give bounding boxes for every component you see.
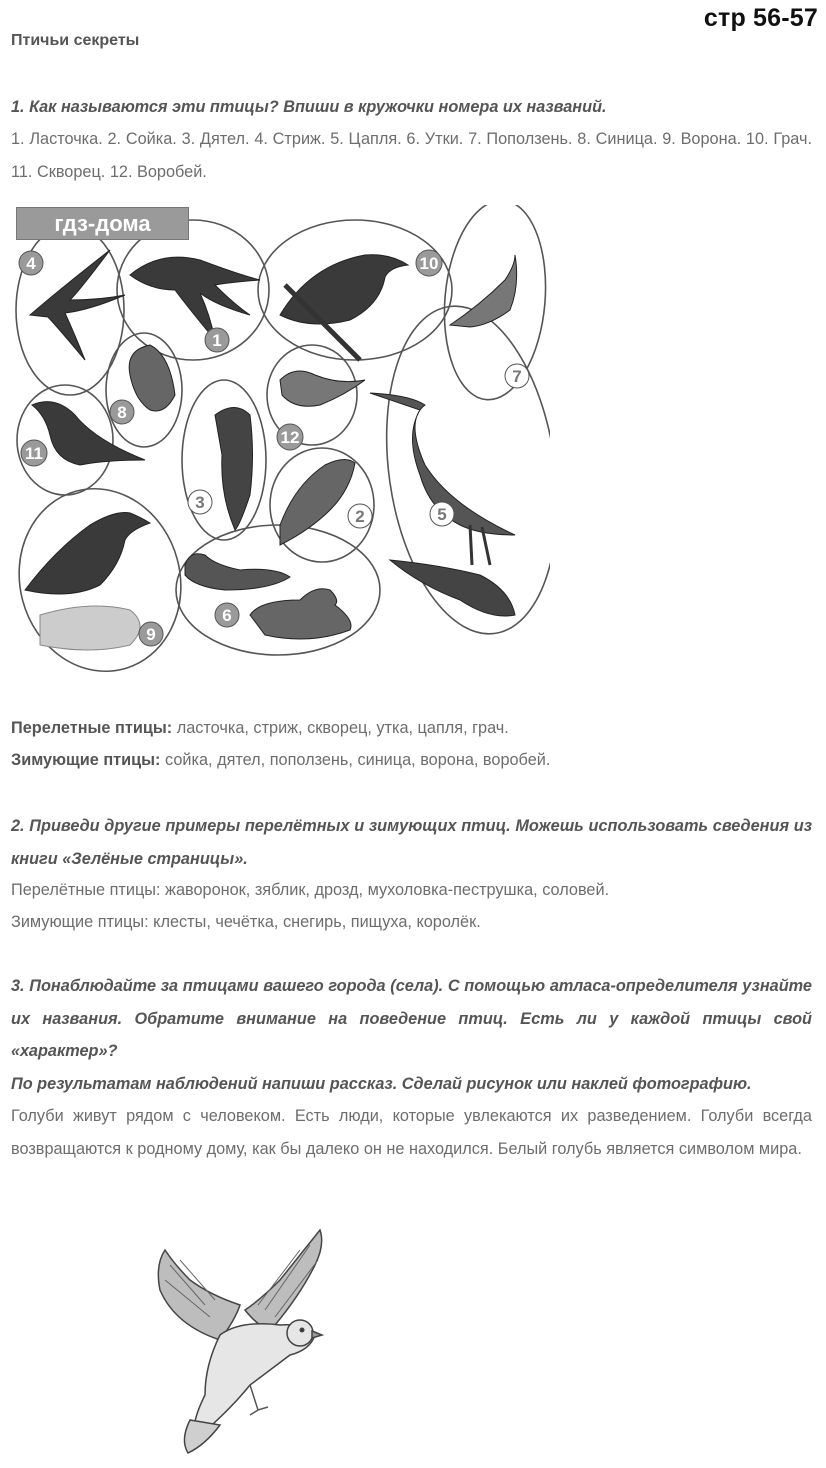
badge-10: 10 (419, 254, 439, 273)
badge-12: 12 (280, 428, 300, 447)
badge-6: 6 (222, 606, 232, 625)
badge-8: 8 (117, 403, 127, 422)
badge-3: 3 (195, 493, 205, 512)
task2-question: 2. Приведи другие примеры перелётных и зимующих птиц. Можешь использовать сведения из книги «Зелёные страницы». (11, 817, 812, 868)
badge-2: 2 (355, 507, 365, 526)
task3-question: 3. Понаблюдайте за птицами вашего города (села). С помощью атласа-определителя узнайте их названия. Обратите внимание на поведение птиц. Есть ли у каждой птицы свой «характер»? (11, 977, 812, 1060)
task2-wintering: Зимующие птицы: клесты, чечётка, снегирь, пищуха, королёк. (11, 913, 481, 931)
watermark-label: гдз-дома (16, 207, 189, 240)
badge-7: 7 (512, 367, 522, 386)
badge-1: 1 (212, 331, 222, 350)
badge-9: 9 (146, 625, 156, 644)
badge-4: 4 (26, 254, 36, 273)
task1-bird-list: 1. Ласточка. 2. Сойка. 3. Дятел. 4. Стриж. 5. Цапля. 6. Утки. 7. Поползень. 8. Синица. 9. Ворона. 10. Грач. 11. Скворец. 12. Воробей. (11, 130, 812, 181)
answer1-wintering: Зимующие птицы: сойка, дятел, поползень, синица, ворона, воробей. (11, 751, 551, 769)
birds-illustration (10, 205, 550, 675)
page-title: Птичьи секреты (11, 32, 140, 49)
task3-instruction: По результатам наблюдений напиши рассказ. Сделай рисунок или наклей фотографию. (11, 1075, 752, 1093)
page-reference: стр 56-57 (703, 4, 818, 32)
badge-11: 11 (25, 444, 43, 463)
task3-answer: Голуби живут рядом с человеком. Есть люди, которые увлекаются их разведением. Голуби всегда возвращаются к родному дому, как бы далеко он не находился. Белый голубь является символом мира. (11, 1107, 812, 1158)
dove-drawing (150, 1225, 330, 1455)
task1-question: 1. Как называются эти птицы? Впиши в кружочки номера их названий. (11, 98, 607, 116)
answer1-migratory: Перелетные птицы: ласточка, стриж, скворец, утка, цапля, грач. (11, 719, 509, 737)
task2-migratory: Перелётные птицы: жаворонок, зяблик, дрозд, мухоловка-пеструшка, соловей. (11, 881, 610, 899)
badge-5: 5 (437, 505, 447, 524)
